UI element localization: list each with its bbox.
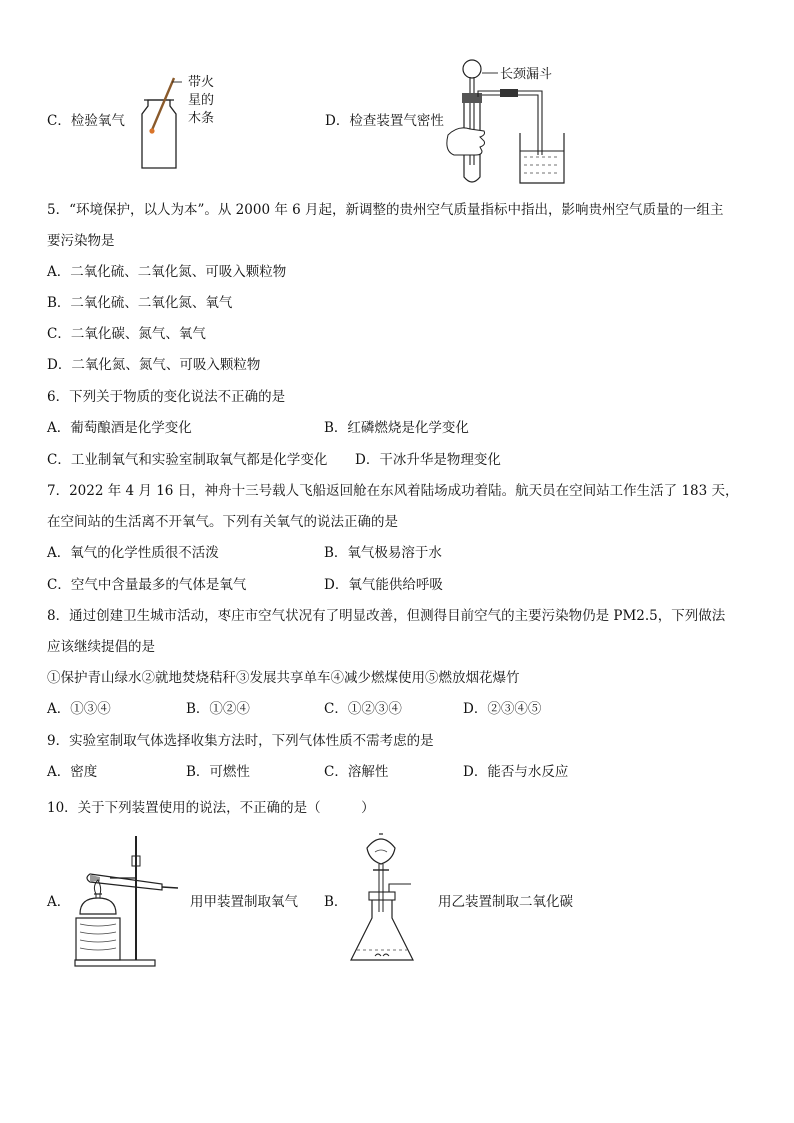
q8-items: ①保护青山绿水②就地焚烧秸秆③发展共享单车④减少燃煤使用⑤燃放烟花爆竹: [47, 670, 520, 686]
splint-label-1: 带火: [188, 75, 215, 90]
q7-option-b: B．氧气极易溶于水: [324, 545, 442, 561]
q5-option-d: D．二氧化氮、氮气、可吸入颗粒物: [47, 357, 261, 373]
q8-option-d: D．②③④⑤: [463, 701, 542, 717]
q6-option-b: B．红磷燃烧是化学变化: [324, 420, 469, 436]
q10-stem: 10．关于下列装置使用的说法，不正确的是（ ）: [47, 800, 375, 816]
q4-option-d: D．检查装置气密性: [325, 113, 444, 129]
q9-stem: 9．实验室制取气体选择收集方法时，下列气体性质不需考虑的是: [47, 733, 434, 749]
q10-option-b-text: 用乙装置制取二氧化碳: [438, 894, 573, 910]
q6-option-d: D．干冰升华是物理变化: [355, 452, 501, 468]
q7-option-d: D．氧气能供给呼吸: [324, 577, 443, 593]
q6-option-a: A．葡萄酿酒是化学变化: [47, 420, 192, 436]
q7-option-a: A．氧气的化学性质很不活泼: [47, 545, 219, 561]
q5-option-c: C．二氧化碳、氮气、氧气: [47, 326, 206, 342]
q7-stem-line2: 在空间站的生活离不开氧气。下列有关氧气的说法正确的是: [47, 514, 398, 530]
splint-label-3: 木条: [188, 111, 215, 126]
apparatus-yi-figure: [345, 826, 425, 971]
q8-option-c: C．①②③④: [324, 701, 402, 717]
q5-option-b: B．二氧化硫、二氧化氮、氧气: [47, 295, 233, 311]
q7-stem-line1: 7．2022 年 4 月 16 日，神舟十三号载人飞船返回舱在东风着陆场成功着陆。航天员在空间站工作生活了 183 天，: [47, 483, 739, 499]
funnel-label: 长颈漏斗: [500, 67, 553, 82]
q8-stem-line2: 应该继续提倡的是: [47, 639, 155, 655]
q10-option-a-text: 用甲装置制取氧气: [190, 894, 298, 910]
q9-option-d: D．能否与水反应: [463, 764, 569, 780]
q5-stem-line1: 5．“环境保护，以人为本”。从 2000 年 6 月起，新调整的贵州空气质量指标中指出，影响贵州空气质量的一组主: [47, 202, 724, 218]
q7-option-c: C．空气中含量最多的气体是氧气: [47, 577, 247, 593]
splint-label-2: 星的: [188, 93, 215, 108]
q5-option-a: A．二氧化硫、二氧化氮、可吸入颗粒物: [47, 264, 287, 280]
q6-stem: 6．下列关于物质的变化说法不正确的是: [47, 389, 286, 405]
q9-option-a: A．密度: [47, 764, 98, 780]
q10-option-a-letter: A．: [47, 894, 71, 910]
q4-option-c: C．检验氧气: [47, 113, 125, 129]
q6-option-c: C．工业制氧气和实验室制取氧气都是化学变化: [47, 452, 328, 468]
q10-option-b-letter: B．: [324, 894, 348, 910]
q5-stem-line2: 要污染物是: [47, 233, 115, 249]
q8-option-a: A．①③④: [47, 701, 111, 717]
q9-option-c: C．溶解性: [324, 764, 389, 780]
q8-option-b: B．①②④: [186, 701, 250, 717]
q9-option-b: B．可燃性: [186, 764, 250, 780]
apparatus-jia-figure: [70, 832, 185, 972]
q8-stem-line1: 8．通过创建卫生城市活动，枣庄市空气状况有了明显改善，但测得目前空气的主要污染物仍是 PM2.5，下列做法: [47, 608, 726, 624]
oxygen-test-bottle-figure: [130, 72, 190, 172]
